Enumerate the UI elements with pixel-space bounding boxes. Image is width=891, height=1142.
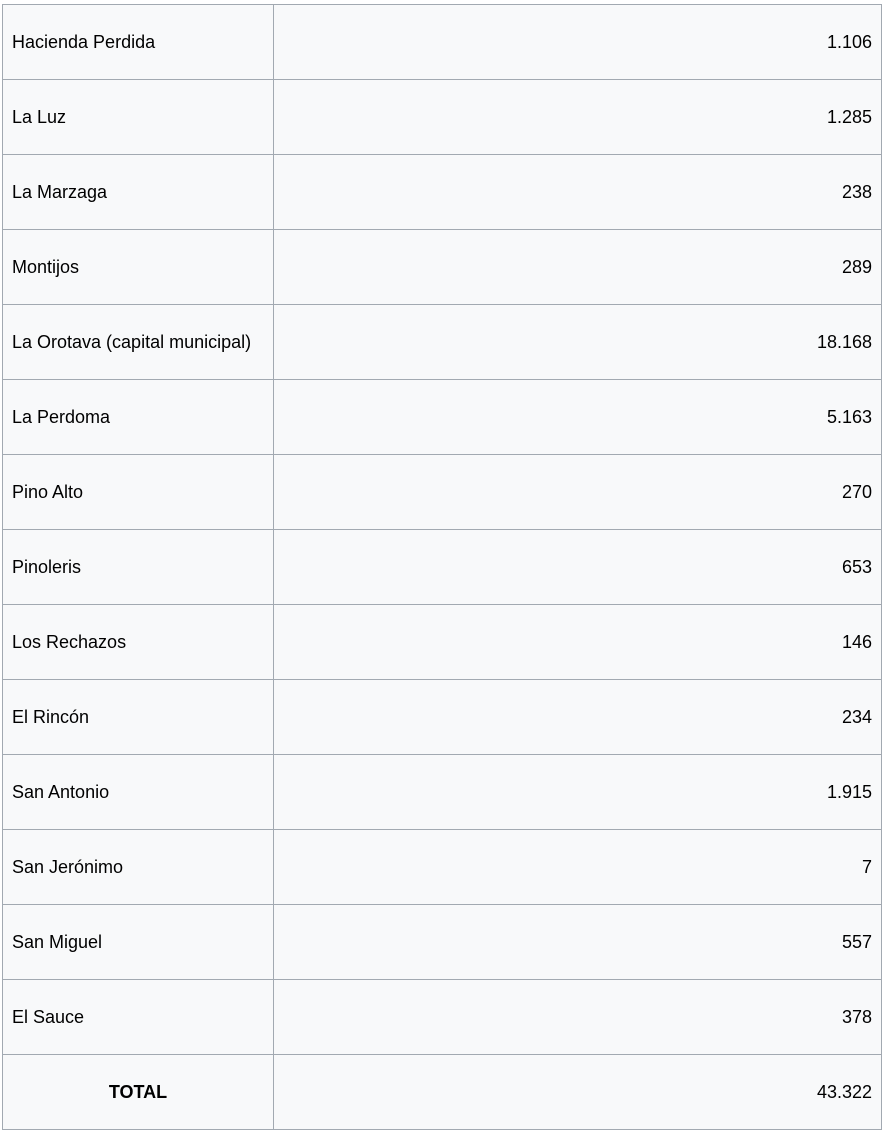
locality-name-cell: La Luz xyxy=(3,80,274,155)
population-value-cell: 1.285 xyxy=(274,80,882,155)
total-label-cell: TOTAL xyxy=(3,1055,274,1130)
locality-name-cell: Pinoleris xyxy=(3,530,274,605)
locality-name-cell: La Marzaga xyxy=(3,155,274,230)
table-row xyxy=(3,230,882,305)
locality-name-cell: El Rincón xyxy=(3,680,274,755)
table-row xyxy=(3,80,882,155)
population-value-cell: 289 xyxy=(274,230,882,305)
locality-name-cell: San Antonio xyxy=(3,755,274,830)
population-value-cell: 238 xyxy=(274,155,882,230)
table-row xyxy=(3,680,882,755)
population-table xyxy=(2,4,882,1130)
population-value-cell: 18.168 xyxy=(274,305,882,380)
locality-name-cell: Hacienda Perdida xyxy=(3,5,274,80)
locality-name-cell: Los Rechazos xyxy=(3,605,274,680)
locality-name-cell: La Perdoma xyxy=(3,380,274,455)
table-row xyxy=(3,5,882,80)
population-value-cell: 1.915 xyxy=(274,755,882,830)
locality-name-cell: Pino Alto xyxy=(3,455,274,530)
table-row xyxy=(3,155,882,230)
locality-name-cell: San Miguel xyxy=(3,905,274,980)
population-value-cell: 1.106 xyxy=(274,5,882,80)
locality-name-cell: Montijos xyxy=(3,230,274,305)
locality-name-cell: El Sauce xyxy=(3,980,274,1055)
population-value-cell: 270 xyxy=(274,455,882,530)
total-value-cell: 43.322 xyxy=(274,1055,882,1130)
table-row xyxy=(3,980,882,1055)
population-value-cell: 5.163 xyxy=(274,380,882,455)
locality-name-cell: La Orotava (capital municipal) xyxy=(3,305,274,380)
population-value-cell: 653 xyxy=(274,530,882,605)
table-row xyxy=(3,830,882,905)
locality-name-cell: San Jerónimo xyxy=(3,830,274,905)
table-body xyxy=(3,5,882,1130)
table-row xyxy=(3,530,882,605)
total-row xyxy=(3,1055,882,1130)
table-row xyxy=(3,455,882,530)
table-row xyxy=(3,605,882,680)
population-value-cell: 146 xyxy=(274,605,882,680)
table-row xyxy=(3,305,882,380)
population-value-cell: 557 xyxy=(274,905,882,980)
population-table-container xyxy=(2,4,882,1130)
population-value-cell: 7 xyxy=(274,830,882,905)
table-row xyxy=(3,380,882,455)
table-row xyxy=(3,755,882,830)
population-value-cell: 378 xyxy=(274,980,882,1055)
population-value-cell: 234 xyxy=(274,680,882,755)
table-row xyxy=(3,905,882,980)
